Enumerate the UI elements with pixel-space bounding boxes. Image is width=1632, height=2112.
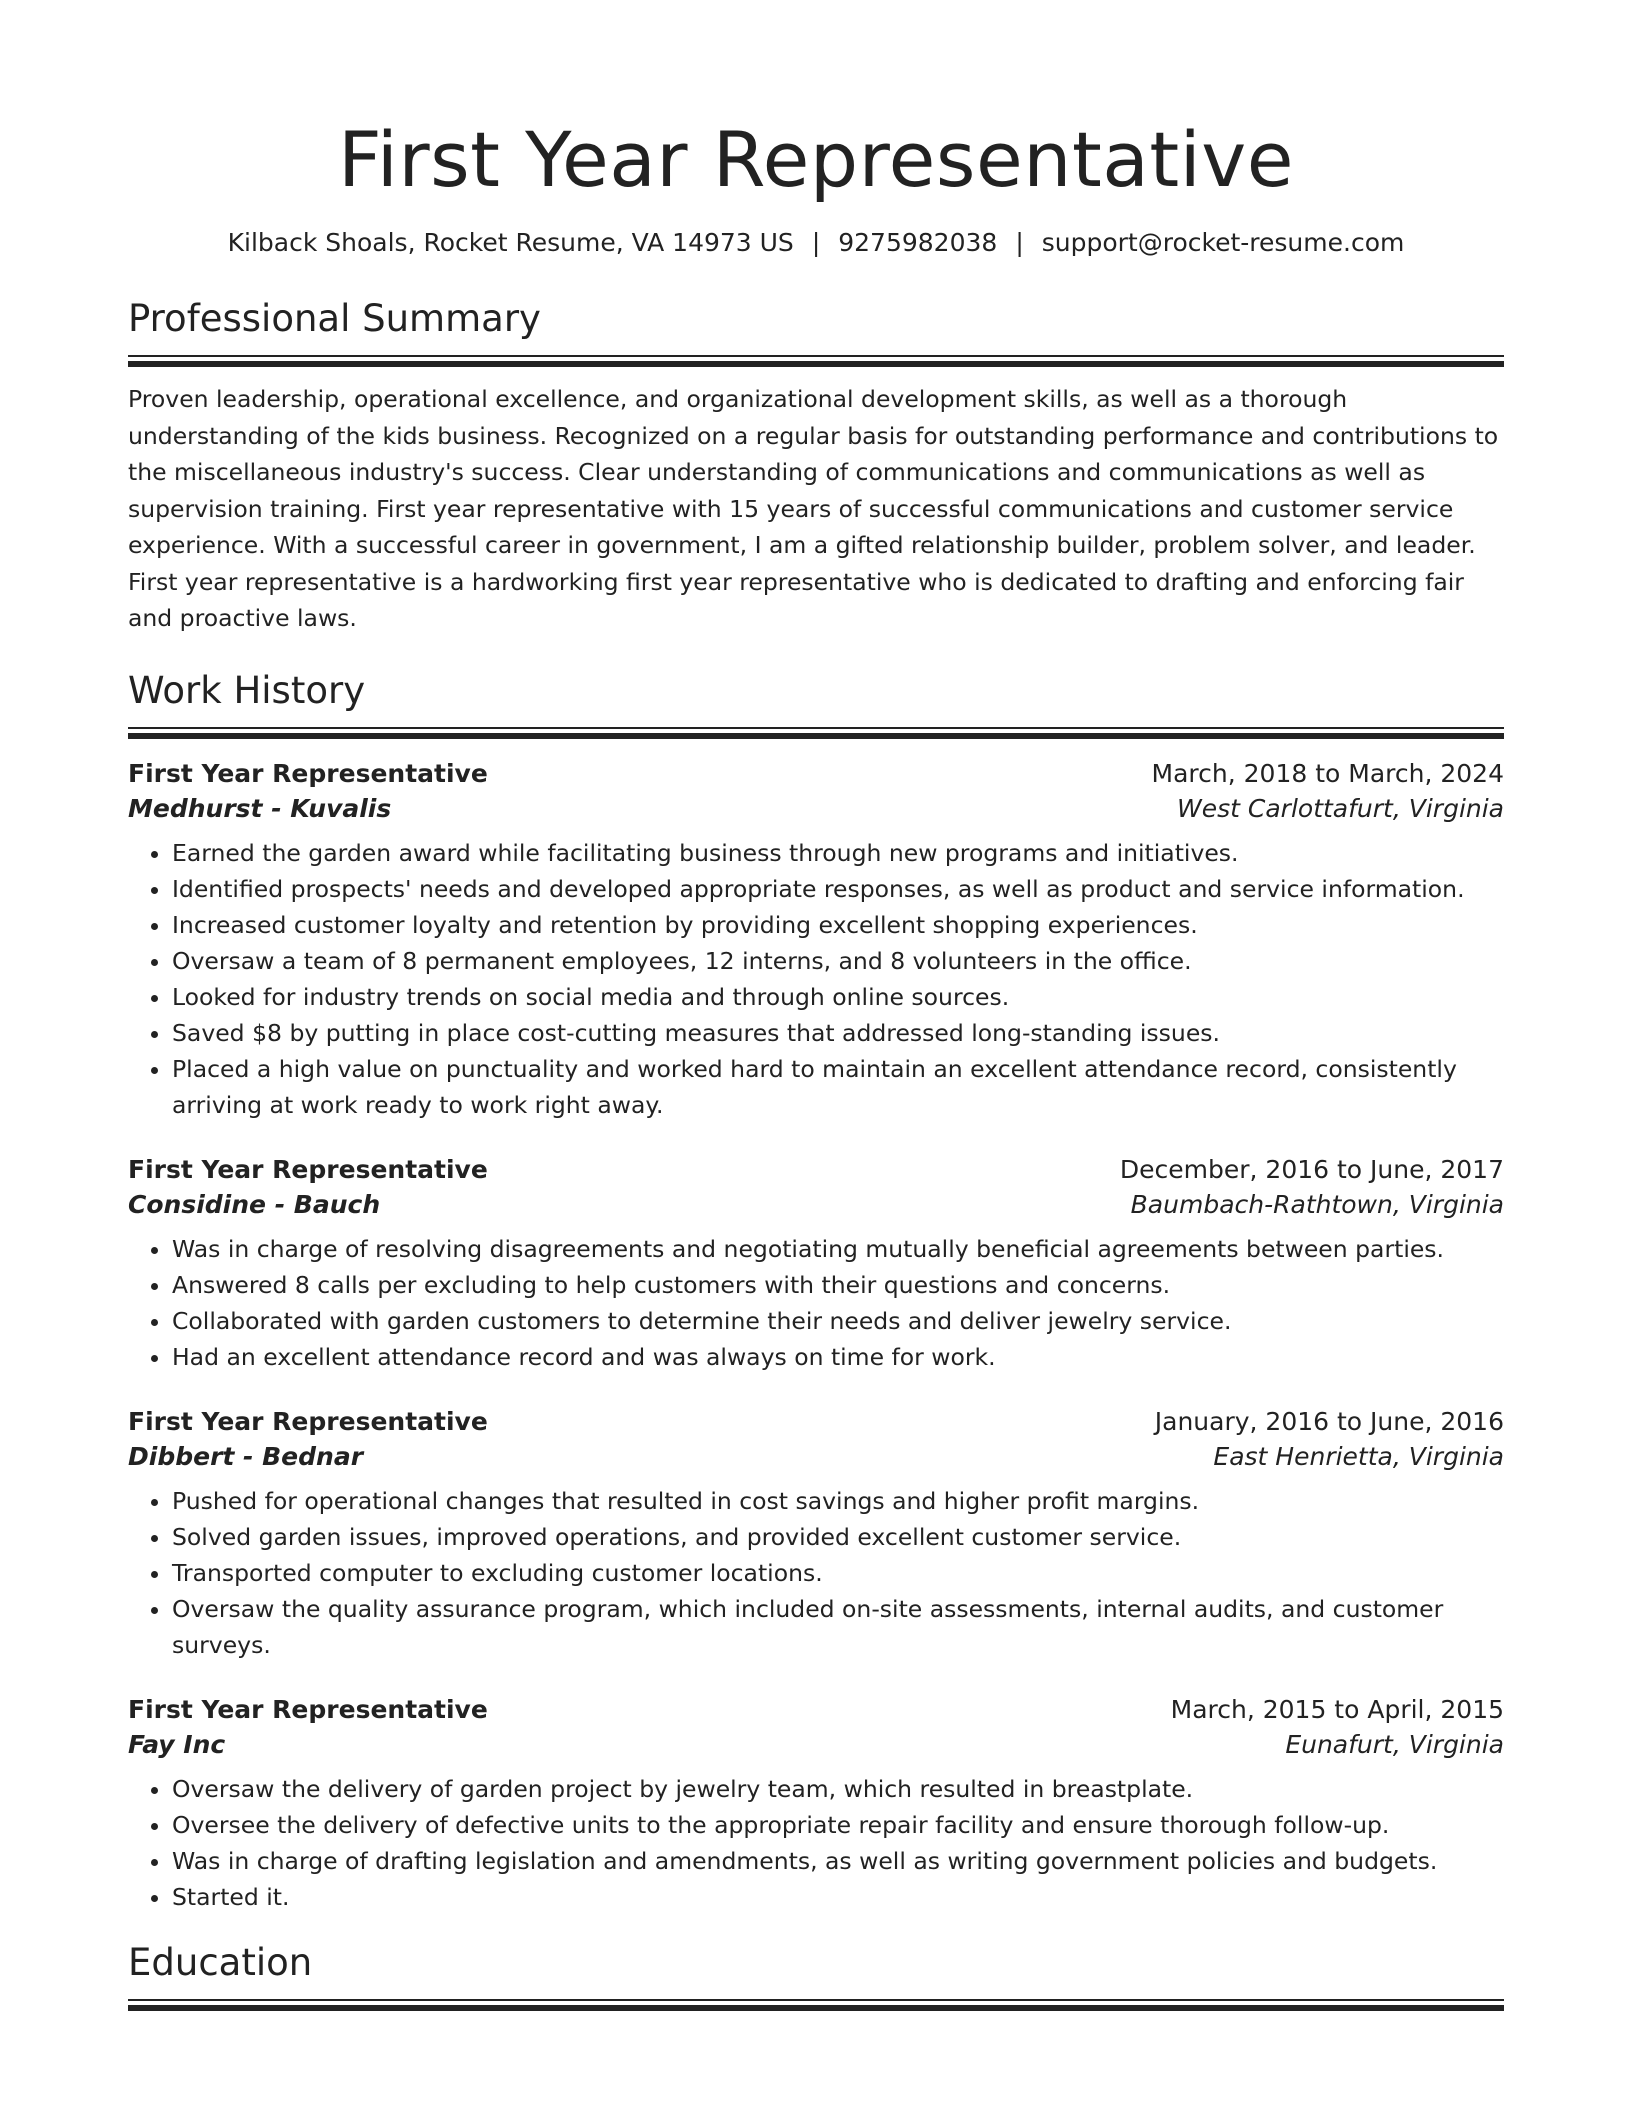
- work-section-header: [128, 669, 1504, 739]
- contact-separator: |: [811, 227, 821, 257]
- job-bullet: • Identified prospects' needs and developed appropriate responses, as well as product and service information.: [172, 871, 1504, 907]
- section-divider: [128, 355, 1504, 367]
- job-bullet: • Had an excellent attendance record and was always on time for work.: [172, 1339, 1504, 1375]
- job-location: East Henrietta, Virginia: [1213, 1442, 1504, 1472]
- job-header-row: [128, 1407, 1504, 1436]
- job-dates: March, 2018 to March, 2024: [1151, 759, 1504, 789]
- job-company: Medhurst - Kuvalis: [128, 794, 392, 824]
- job-header-row: [128, 1155, 1504, 1184]
- job-bullet: • Saved $8 by putting in place cost-cutting measures that addressed long-standing issues.: [172, 1015, 1504, 1051]
- job-bullets: [128, 1483, 1504, 1663]
- job-company: Fay Inc: [128, 1730, 226, 1760]
- job-entry: [128, 1155, 1504, 1375]
- job-location: Baumbach-Rathtown, Virginia: [1130, 1190, 1504, 1220]
- job-entry: [128, 1407, 1504, 1663]
- contact-phone: 9275982038: [838, 227, 998, 257]
- work-section-title: Work History: [128, 668, 366, 712]
- job-title: First Year Representative: [128, 759, 488, 789]
- job-company: Dibbert - Bednar: [128, 1442, 364, 1472]
- job-company-row: [128, 1442, 1504, 1471]
- job-bullet: • Transported computer to excluding customer locations.: [172, 1555, 1504, 1591]
- job-bullet: • Earned the garden award while facilitating business through new programs and initiatives.: [172, 835, 1504, 871]
- summary-section-header: [128, 297, 1504, 367]
- job-bullet: • Oversee the delivery of defective units to the appropriate repair facility and ensure thorough follow-up.: [172, 1807, 1504, 1843]
- job-bullet: • Collaborated with garden customers to determine their needs and deliver jewelry service.: [172, 1303, 1504, 1339]
- job-dates: January, 2016 to June, 2016: [1154, 1407, 1504, 1437]
- job-title: First Year Representative: [128, 1695, 488, 1725]
- job-location: West Carlottafurt, Virginia: [1177, 794, 1504, 824]
- section-divider: [128, 1999, 1504, 2011]
- job-entry: [128, 1695, 1504, 1915]
- education-section-header: [128, 1941, 1504, 2011]
- job-bullet: • Pushed for operational changes that resulted in cost savings and higher profit margins.: [172, 1483, 1504, 1519]
- job-bullet: • Oversaw the quality assurance program, which included on-site assessments, internal audits, and customer surveys.: [172, 1591, 1504, 1663]
- section-divider: [128, 727, 1504, 739]
- summary-text: Proven leadership, operational excellence, and organizational development skills, as well as a thorough understanding of the kids business. Recognized on a regular basis for outstanding performance and contributions to the miscellaneous industry's success. Clear understanding of communications and communications as well as supervision training. First year representative with 15 years of successful communications and customer service experience. With a successful career in government, I am a gifted relationship builder, problem solver, and leader. First year representative is a hardworking first year representative who is dedicated to drafting and enforcing fair and proactive laws.: [128, 385, 1499, 633]
- job-header-row: [128, 1695, 1504, 1724]
- job-bullet: • Was in charge of resolving disagreements and negotiating mutually beneficial agreements between parties.: [172, 1231, 1504, 1267]
- job-bullets: [128, 1231, 1504, 1375]
- job-bullet: • Placed a high value on punctuality and worked hard to maintain an excellent attendance record, consistently arriving at work ready to work right away.: [172, 1051, 1504, 1123]
- job-title: First Year Representative: [128, 1407, 488, 1437]
- education-section-title: Education: [128, 1941, 313, 1985]
- contact-line: [128, 228, 1504, 257]
- job-company-row: [128, 794, 1504, 823]
- job-bullet: • Increased customer loyalty and retention by providing excellent shopping experiences.: [172, 907, 1504, 943]
- job-title: First Year Representative: [128, 1155, 488, 1185]
- job-company: Considine - Bauch: [128, 1190, 381, 1220]
- job-location: Eunafurt, Virginia: [1285, 1730, 1504, 1760]
- job-bullet: • Solved garden issues, improved operations, and provided excellent customer service.: [172, 1519, 1504, 1555]
- job-bullet: • Started it.: [172, 1879, 1504, 1915]
- resume-name: First Year Representative: [338, 115, 1294, 204]
- job-header-row: [128, 759, 1504, 788]
- job-dates: December, 2016 to June, 2017: [1119, 1155, 1504, 1185]
- job-bullet: • Oversaw the delivery of garden project by jewelry team, which resulted in breastplate.: [172, 1771, 1504, 1807]
- job-entry: [128, 759, 1504, 1123]
- job-bullets: [128, 835, 1504, 1123]
- contact-address: Kilback Shoals, Rocket Resume, VA 14973 US: [227, 227, 794, 257]
- contact-email: support@rocket-resume.com: [1041, 227, 1405, 257]
- job-bullets: [128, 1771, 1504, 1915]
- summary-section-title: Professional Summary: [128, 296, 541, 340]
- job-bullet: • Answered 8 calls per excluding to help customers with their questions and concerns.: [172, 1267, 1504, 1303]
- contact-separator: |: [1015, 227, 1024, 257]
- job-bullet: • Oversaw a team of 8 permanent employees, 12 interns, and 8 volunteers in the office.: [172, 943, 1504, 979]
- job-company-row: [128, 1730, 1504, 1759]
- job-dates: March, 2015 to April, 2015: [1170, 1695, 1504, 1725]
- job-bullet: • Was in charge of drafting legislation and amendments, as well as writing government policies and budgets.: [172, 1843, 1504, 1879]
- job-company-row: [128, 1190, 1504, 1219]
- job-bullet: • Looked for industry trends on social media and through online sources.: [172, 979, 1504, 1015]
